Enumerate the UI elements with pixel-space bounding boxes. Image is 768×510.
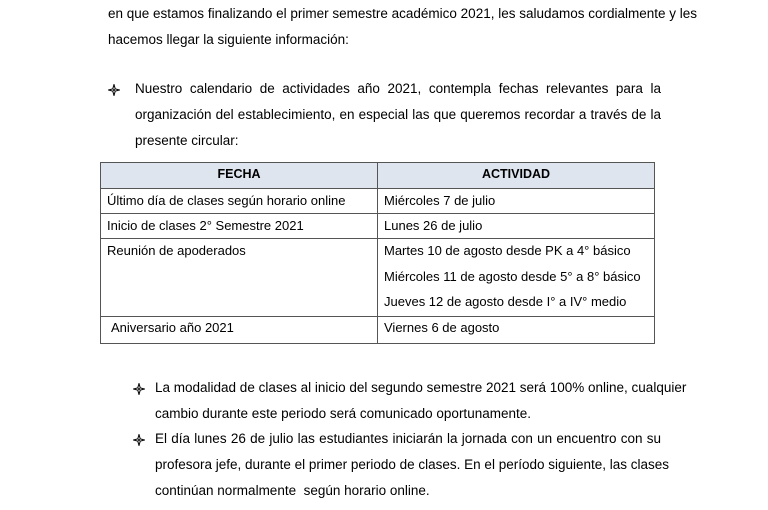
table-header-fecha: FECHA <box>217 167 261 181</box>
bullet-3-line-1: El día lunes 26 de julio las estudiantes iniciarán la jornada con un encuentro con su <box>155 431 661 446</box>
table-cell-fecha: Inicio de clases 2° Semestre 2021 <box>107 218 304 233</box>
bullet-1-line-2: organización del establecimiento, en especial las que queremos recordar a través de la <box>135 107 661 122</box>
table-cell-actividad: Martes 10 de agosto desde PK a 4° básico <box>384 243 631 258</box>
table-cell-actividad: Viernes 6 de agosto <box>384 320 500 335</box>
bullet-3-line-3: continúan normalmente según horario online. <box>155 483 430 498</box>
diamond-bullet-icon <box>108 84 120 96</box>
table-row-divider <box>101 213 654 214</box>
table-cell-actividad: Jueves 12 de agosto desde I° a IV° medio <box>384 294 627 309</box>
diamond-bullet-icon <box>133 383 145 395</box>
table-cell-fecha: Reunión de apoderados <box>107 243 246 258</box>
activities-table <box>100 162 655 344</box>
table-header-actividad: ACTIVIDAD <box>481 167 551 181</box>
table-row-divider <box>101 238 654 239</box>
intro-line-1: en que estamos finalizando el primer semestre académico 2021, les saludamos cordialmente y les <box>108 6 698 21</box>
table-cell-actividad: Miércoles 7 de julio <box>384 193 496 208</box>
diamond-bullet-icon <box>133 434 145 446</box>
intro-line-2: hacemos llegar la siguiente información: <box>108 32 349 47</box>
bullet-1-line-3: presente circular: <box>135 133 239 148</box>
bullet-1-line-1: Nuestro calendario de actividades año 2021, contempla fechas relevantes para la <box>135 81 661 96</box>
bullet-3-line-2: profesora jefe, durante el primer periodo de clases. En el período siguiente, las clases <box>155 457 670 472</box>
table-cell-fecha: Último día de clases según horario online <box>107 193 346 208</box>
bullet-2-line-1: La modalidad de clases al inicio del segundo semestre 2021 será 100% online, cualquier <box>155 380 687 395</box>
bullet-2-line-2: cambio durante este periodo será comunicado oportunamente. <box>155 406 531 421</box>
table-cell-fecha: Aniversario año 2021 <box>111 320 234 335</box>
table-cell-actividad: Miércoles 11 de agosto desde 5° a 8° básico <box>384 269 641 284</box>
table-row-divider <box>101 316 654 317</box>
table-cell-actividad: Lunes 26 de julio <box>384 218 483 233</box>
